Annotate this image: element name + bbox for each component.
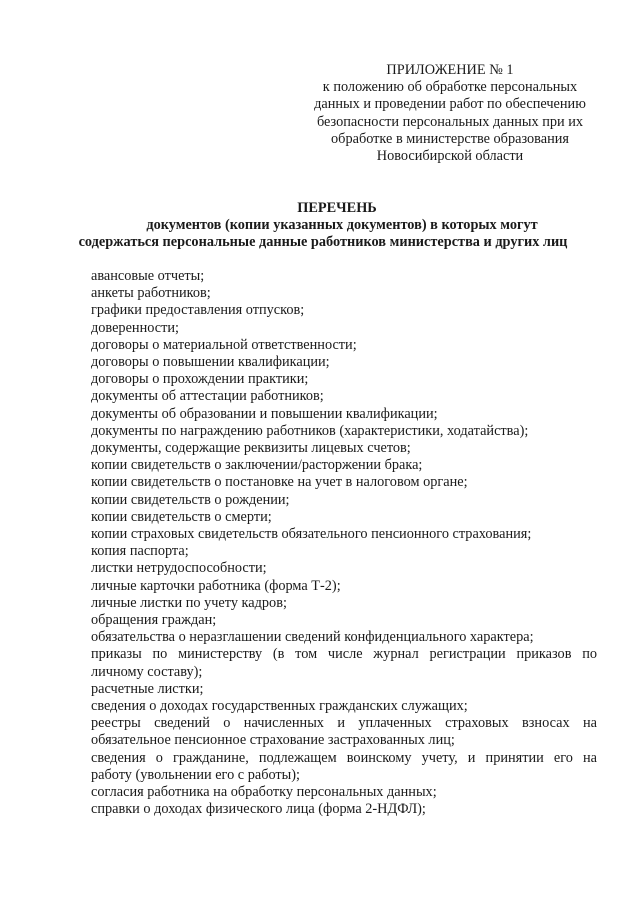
list-item: личные листки по учету кадров;: [91, 594, 287, 611]
list-item: доверенности;: [91, 319, 179, 336]
list-item: копии свидетельств о смерти;: [91, 508, 272, 525]
appendix-line: к положению об обработке персональных: [322, 79, 578, 96]
list-item: личные карточки работника (форма Т-2);: [91, 577, 341, 594]
list-item: листки нетрудоспособности;: [91, 560, 267, 577]
list-item: [91, 750, 597, 784]
appendix-line: Новосибирской области: [376, 148, 524, 165]
heading-title: ПЕРЕЧЕНЬ: [297, 200, 377, 216]
heading-subtitle-line2: содержаться персональные данные работников министерства и других лиц: [78, 234, 568, 251]
list-item: обращения граждан;: [91, 612, 217, 629]
list-heading: [0, 200, 640, 252]
list-item: копии свидетельств о постановке на учет в налоговом органе;: [91, 474, 468, 491]
list-item: копии свидетельств о заключении/расторжении брака;: [91, 457, 423, 474]
list-item-line: сведения о гражданине, подлежащем воинскому учету, и принятии его на: [91, 749, 597, 766]
list-item: согласия работника на обработку персональных данных;: [91, 784, 437, 801]
list-item: анкеты работников;: [91, 285, 211, 302]
appendix-line: безопасности персональных данных при их: [316, 113, 584, 130]
list-item-line: личному составу);: [91, 663, 203, 680]
list-item: [91, 715, 597, 749]
list-item: договоры о прохождении практики;: [91, 371, 309, 388]
list-item-line: приказы по министерству (в том числе журнал регистрации приказов по: [91, 646, 597, 663]
list-item: договоры о материальной ответственности;: [91, 336, 357, 353]
appendix-line: обработке в министерстве образования: [331, 130, 569, 147]
list-item: справки о доходах физического лица (форма 2-НДФЛ);: [91, 801, 426, 818]
heading-subtitle-line1: документов (копии указанных документов) в которых могут: [146, 217, 538, 234]
list-item: копии свидетельств о рождении;: [91, 491, 290, 508]
list-item: договоры о повышении квалификации;: [91, 354, 330, 371]
list-item: документы, содержащие реквизиты лицевых счетов;: [91, 440, 411, 457]
list-item-line: работу (увольнении его с работы);: [91, 766, 301, 783]
list-item: документы об аттестации работников;: [91, 388, 324, 405]
document-list: [91, 268, 597, 819]
appendix-line: ПРИЛОЖЕНИЕ № 1: [386, 62, 514, 78]
list-item: обязательства о неразглашении сведений конфиденциального характера;: [91, 629, 534, 646]
list-item: авансовые отчеты;: [91, 268, 205, 284]
list-item: графики предоставления отпусков;: [91, 302, 305, 319]
list-item: копии страховых свидетельств обязательного пенсионного страхования;: [91, 526, 532, 543]
list-item: документы об образовании и повышении квалификации;: [91, 405, 438, 422]
list-item: сведения о доходах государственных гражданских служащих;: [91, 698, 468, 715]
list-item-line: обязательное пенсионное страхование застрахованных лиц;: [91, 732, 455, 749]
list-item-line: реестры сведений о начисленных и уплаченных страховых взносах на: [91, 715, 597, 732]
list-item: копия паспорта;: [91, 543, 189, 560]
list-item: расчетные листки;: [91, 680, 204, 697]
list-item: [91, 646, 597, 680]
list-item: документы по награждению работников (характеристики, ходатайства);: [91, 422, 529, 439]
appendix-block: [300, 62, 600, 165]
appendix-line: данных и проведении работ по обеспечению: [314, 96, 586, 113]
